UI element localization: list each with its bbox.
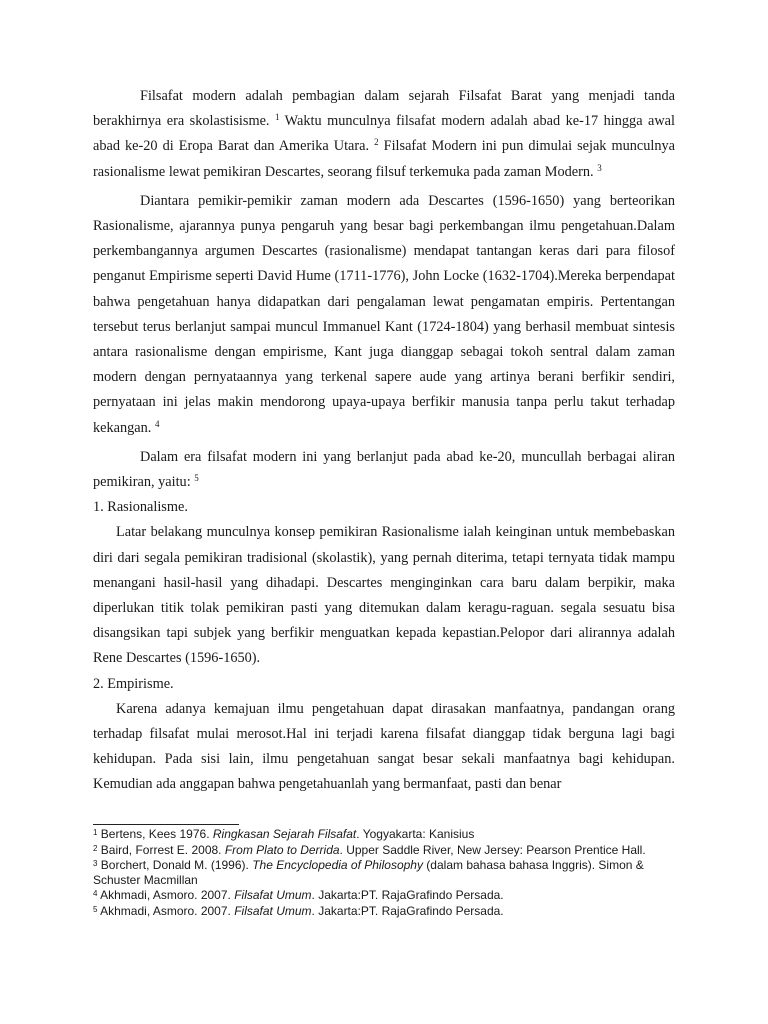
footnote-5: $^5$ Akhmadi, Asmoro. 2007. Filsafat Umum. Jakarta:PT. RajaGrafindo Persada. — [93, 903, 504, 918]
paragraph-text: Dalam era filsafat modern ini yang berlanjut pada abad ke-20, muncullah berbagai aliran pemikiran, yaitu: — [93, 448, 675, 491]
footnote-ref[interactable]: 5 — [194, 473, 199, 484]
section-heading-rasionalisme: 1. Rasionalisme. — [93, 499, 188, 516]
section-text-empirisme: Karena adanya kemajuan ilmu pengetahuan dapat dirasakan manfaatnya, pandangan orang terhadap filsafat mulai merosot.Hal ini terjadi karena filsafat dianggap tidak berguna lagi bagi kehidupan. Pada sisi lain, ilmu pengetahuan sangat besar sekali manfaatnya bagi kehidupan. Kemudian ada anggapan bahwa pengetahuanlah yang bermanfaat, pasti dan benar — [93, 700, 675, 793]
footnote-ref[interactable]: 2 — [374, 137, 379, 148]
document-body — [93, 84, 675, 798]
footnotes — [93, 827, 675, 919]
paragraph-thinkers — [93, 189, 675, 441]
footnote-ref[interactable]: 4 — [154, 418, 160, 429]
footnote-1: $^1$ Bertens, Kees 1976. Ringkasan Sejarah Filsafat. Yogyakarta: Kanisius — [93, 827, 475, 841]
paragraph-text: Filsafat modern adalah pembagian dalam sejarah Filsafat Barat yang menjadi tanda berakhirnya era skolastisisme. — [93, 88, 675, 130]
footnote-separator — [93, 824, 239, 825]
footnote-4: $^4$ Akhmadi, Asmoro. 2007. Filsafat Umum. Jakarta:PT. RajaGrafindo Persada. — [93, 888, 504, 902]
footnote-3: $^3$ Borchert, Donald M. (1996). The Encyclopedia of Philosophy (dalam bahasa bahasa Inggris). Simon & Schuster Macmillan — [93, 858, 644, 887]
footnote-title: The Encyclopedia of Philosophy — [252, 858, 423, 872]
paragraph-text: Waktu munculnya filsafat modern adalah abad ke-17 hingga awal abad ke-20 di Eropa Barat dan Amerika Utara. — [93, 113, 675, 155]
footnote-ref[interactable]: 1 — [274, 112, 280, 123]
footnote-title: Ringkasan Sejarah Filsafat — [212, 827, 357, 841]
footnote-title: Filsafat Umum — [234, 903, 312, 918]
footnote-ref[interactable]: 3 — [597, 162, 602, 173]
section-heading-empirisme: 2. Empirisme. — [93, 675, 174, 692]
paragraph-intro — [93, 84, 675, 185]
section-text-rasionalisme: Latar belakang munculnya konsep pemikiran Rasionalisme ialah keinginan untuk membebaskan diri dari segala pemikiran tradisional (skolastik), yang pernah diterima, tetapi ternyata tidak mampu menangani hasil-hasil yang dihadapi. Descartes menginginkan cara baru dalam berpikir, maka diperlukan titik tolak pemikiran pasti yang ditemukan dalam keragu-raguan. segala sesuatu bisa disangsikan tapi subjek yang berfikir menguatkan kepada kepastian.Pelopor dari alirannya adalah Rene Descartes (1596-1650). — [93, 524, 675, 667]
paragraph-text: Filsafat Modern ini pun dimulai sejak munculnya rasionalisme lewat pemikiran Descartes, seorang filsuf terkemuka pada zaman Modern. — [93, 138, 676, 180]
paragraph-text: Diantara pemikir-pemikir zaman modern ada Descartes (1596-1650) yang berteorikan Rasionalisme, ajarannya punya pengaruh yang besar bagi perkembangan ilmu pengetahuan.Dalam perkembangannya argumen Descartes (rasionalisme) mendapat tantangan keras dari para filosof penganut Empirisme seperti David Hume (1711-1776), John Locke (1632-1704).Mereka berpendapat bahwa pengetahuan hanya didapatkan dari pengalaman lewat pengamatan empiris. Pertentangan tersebut terus berlanjut sampai muncul Immanuel Kant (1724-1804) yang berhasil membuat sintesis antara rasionalisme dengan empirisme, Kant juga dianggap sebagai tokoh sentral dalam zaman modern dengan pernyataannya yang terkenal sapere aude yang artinya berani berfikir sendiri, pernyataan ini jelas makin mendorong upaya-upaya berfikir manusia tanpa perlu takut terhadap kekangan. — [93, 192, 675, 436]
footnote-2: $^2$ Baird, Forrest E. 2008. From Plato to Derrida. Upper Saddle River, New Jersey: Pearson Prentice Hall. — [93, 842, 646, 857]
paragraph-schools — [93, 445, 675, 495]
footnote-title: From Plato to Derrida — [224, 842, 340, 857]
footnote-title: Filsafat Umum — [234, 888, 312, 902]
